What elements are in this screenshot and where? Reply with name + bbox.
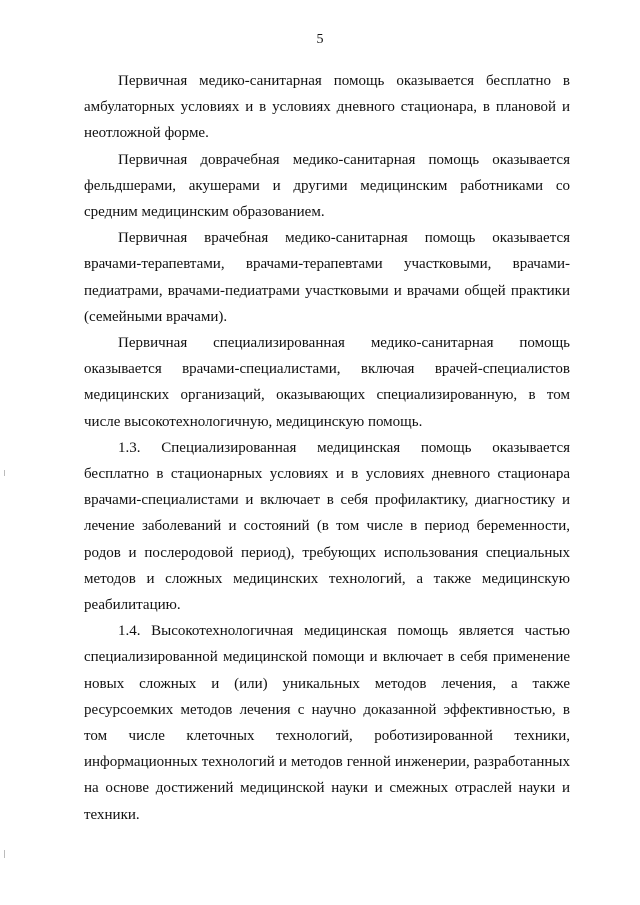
document-body [84,68,570,828]
scan-edge-mark [4,850,5,858]
paragraph-section-1-3: 1.3. Специализированная медицинская помощь оказывается бесплатно в стационарных условиях и в условиях дневного стационара врачами-специалистами и включает в себя профилактику, диагностику и лечение заболеваний и состояний (в том числе в период беременности, родов и послеродовой период), требующих использования специальных методов и сложных медицинских технологий, а также медицинскую реабилитацию. [84,439,570,614]
paragraph-section-1-4: 1.4. Высокотехнологичная медицинская помощь является частью специализированной медицинской помощи и включает в себя применение новых сложных и (или) уникальных методов лечения, а также ресурсоемких методов лечения с научно доказанной эффективностью, в том числе клеточных технологий, роботизированной техники, информационных технологий и методов генной инженерии, разработанных на основе достижений медицинской науки и смежных отраслей науки и техники. [84,623,570,823]
page-number: 5 [316,32,324,47]
scan-edge-mark [4,470,5,476]
paragraph-primary-care: Первичная медико-санитарная помощь оказывается бесплатно в амбулаторных условиях и в условиях дневного стационара, в плановой и неотложной форме. [84,73,570,142]
paragraph-pre-medical-care: Первичная доврачебная медико-санитарная помощь оказывается фельдшерами, акушерами и другими медицинским работниками со средним медицинским образованием. [84,151,570,221]
paragraph-physician-care: Первичная врачебная медико-санитарная помощь оказывается врачами-терапевтами, врачами-терапевтами участковыми, врачами-педиатрами, врачами-педиатрами участковыми и врачами общей практики (семейными врачами). [84,230,570,325]
paragraph-specialized-primary-care: Первичная специализированная медико-санитарная помощь оказывается врачами-специалистами, включая врачей-специалистов медицинских организаций, оказывающих специализированную, в том числе высокотехнологичную, медицинскую помощь. [84,335,570,430]
